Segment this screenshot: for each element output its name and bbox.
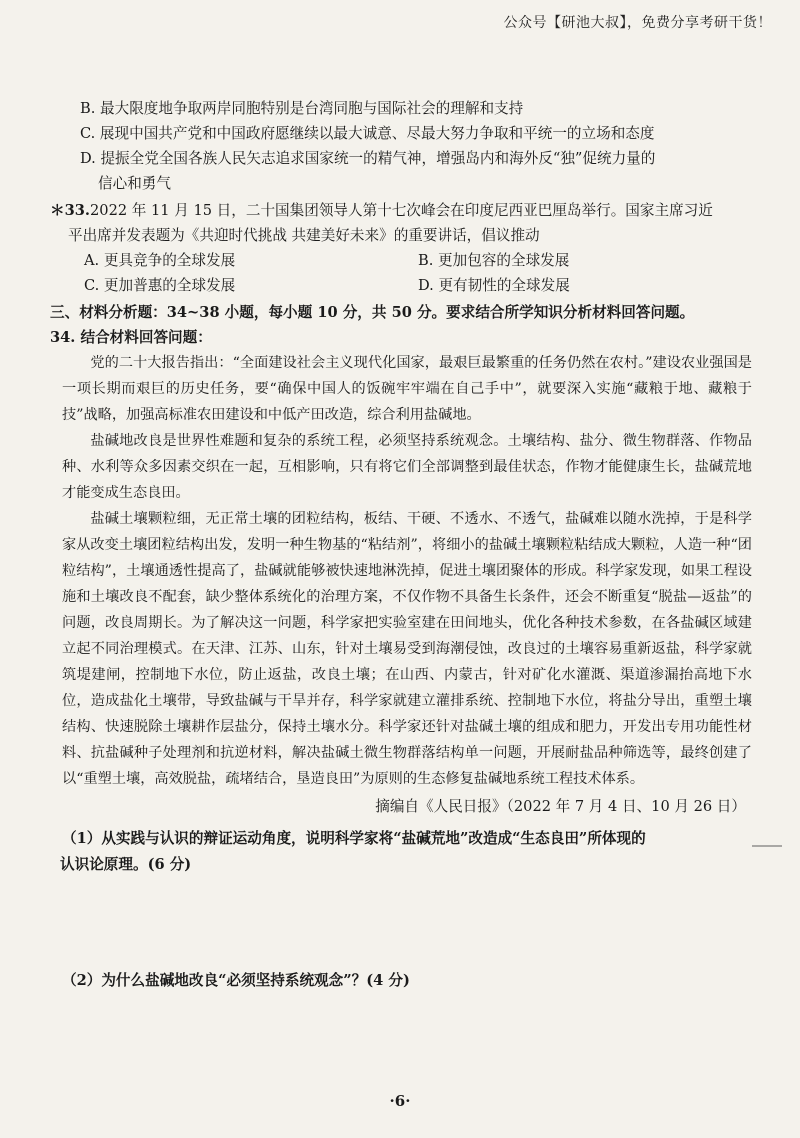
option-32-b: B. 最大限度地争取两岸同胞特别是台湾同胞与国际社会的理解和支持: [80, 100, 524, 117]
page-header: 公众号【研池大叔】，免费分享考研干货！: [503, 15, 772, 31]
material-source: 摘编自《人民日报》（2022 年 7 月 4 日、10 月 26 日）: [375, 798, 746, 815]
star-marker: ＊: [50, 202, 65, 219]
option-33-c: C. 更加普惠的全球发展: [84, 277, 236, 294]
question-33: [50, 198, 752, 248]
question-33-options: [84, 248, 752, 298]
answer-space: [62, 878, 752, 962]
question-stem-line1: 2022 年 11 月 15 日，二十国集团领导人第十七次峰会在印度尼西亚巴厘岛举行。国家主席习近: [90, 202, 713, 219]
option-33-d: D. 更有韧性的全球发展: [418, 277, 570, 294]
material-paragraph: 盐碱土壤颗粒细，无正常土壤的团粒结构，板结、干硬、不透水、不透气，盐碱难以随水洗掉，于是科学家从改变土壤团粒结构出发，发明一种生物基的“粘结剂”，将细小的盐碱土壤颗粒粘结成大颗粒，人造一种“团粒结构”，土壤通透性提高了，盐碱就能够被快速地淋洗掉，促进土壤团聚体的形成。科学家发现，如果工程设施和土壤改良不配套，缺少整体系统化的治理方案，不仅作物不具备生长条件，还会不断重复“脱盐—返盐”的问题，改良周期长。为了解决这一问题，科学家把实验室建在田间地头，优化各种技术参数，在各盐碱区域建立起不同治理模式。在天津、江苏、山东，针对土壤易受到海潮侵蚀，改良过的土壤容易重新返盐，科学家就筑堤建闸，控制地下水位，防止返盐，改良土壤；在山西、内蒙古，针对矿化水灌溉、渠道渗漏抬高地下水位，造成盐化土壤带，导致盐碱与干旱并存，科学家就建立灌排系统、控制地下水位，将盐分导出，重塑土壤结构、快速脱除土壤耕作层盐分，保持土壤水分。科学家还针对盐碱土壤的组成和肥力，开发出专用功能性材料、抗盐碱种子处理剂和抗逆材料，解决盐碱土微生物群落结构单一问题，开展耐盐品种筛选等，最终创建了以“重塑土壤，高效脱盐，疏堵结合，垦造良田”为原则的生态修复盐碱地系统工程技术体系。: [62, 511, 752, 787]
page-number: ·6·: [389, 1092, 411, 1110]
option-32-d: D. 提振全党全国各族人民矢志追求国家统一的精气神，增强岛内和海外反“独”促统力量的 信心和勇气: [80, 150, 656, 192]
material-paragraph: 盐碱地改良是世界性难题和复杂的系统工程，必须坚持系统观念。土壤结构、盐分、微生物群落、作物品种、水利等众多因素交织在一起，互相影响，只有将它们全部调整到最佳状态，作物才能健康生长，盐碱荒地才能变成生态良田。: [62, 433, 752, 501]
page-content: [50, 96, 752, 994]
option-32-c: C. 展现中国共产党和中国政府愿继续以最大诚意、尽最大努力争取和平统一的立场和态度: [80, 125, 655, 142]
question-number: 33.: [64, 202, 90, 219]
section-heading: 三、材料分析题：34~38 小题，每小题 10 分，共 50 分。要求结合所学知识分析材料回答问题。: [50, 304, 695, 321]
option-33-a: A. 更具竞争的全球发展: [84, 252, 236, 269]
sub-question-2: （2）为什么盐碱地改良“必须坚持系统观念”？(4 分): [62, 972, 410, 989]
question-stem-line2: 平出席并发表题为《共迎时代挑战 共建美好未来》的重要讲话，倡议推动: [68, 227, 540, 244]
question-34-title: 34. 结合材料回答问题：: [50, 329, 212, 346]
sub-question-1: （1）从实践与认识的辩证运动角度，说明科学家将“盐碱荒地”改造成“生态良田”所体现的 认识论原理。(6 分): [60, 830, 646, 873]
material-paragraph: 党的二十大报告指出：“全面建设社会主义现代化国家，最艰巨最繁重的任务仍然在农村。”建设农业强国是一项长期而艰巨的历史任务，要“确保中国人的饭碗牢牢端在自己手中”，就要深入实施“藏粮于地、藏粮于技”战略，加强高标准农田建设和中低产田改造，综合利用盐碱地。: [62, 355, 752, 423]
option-33-b: B. 更加包容的全球发展: [418, 252, 570, 269]
pen-mark: [752, 845, 782, 847]
material-text: [62, 350, 752, 792]
